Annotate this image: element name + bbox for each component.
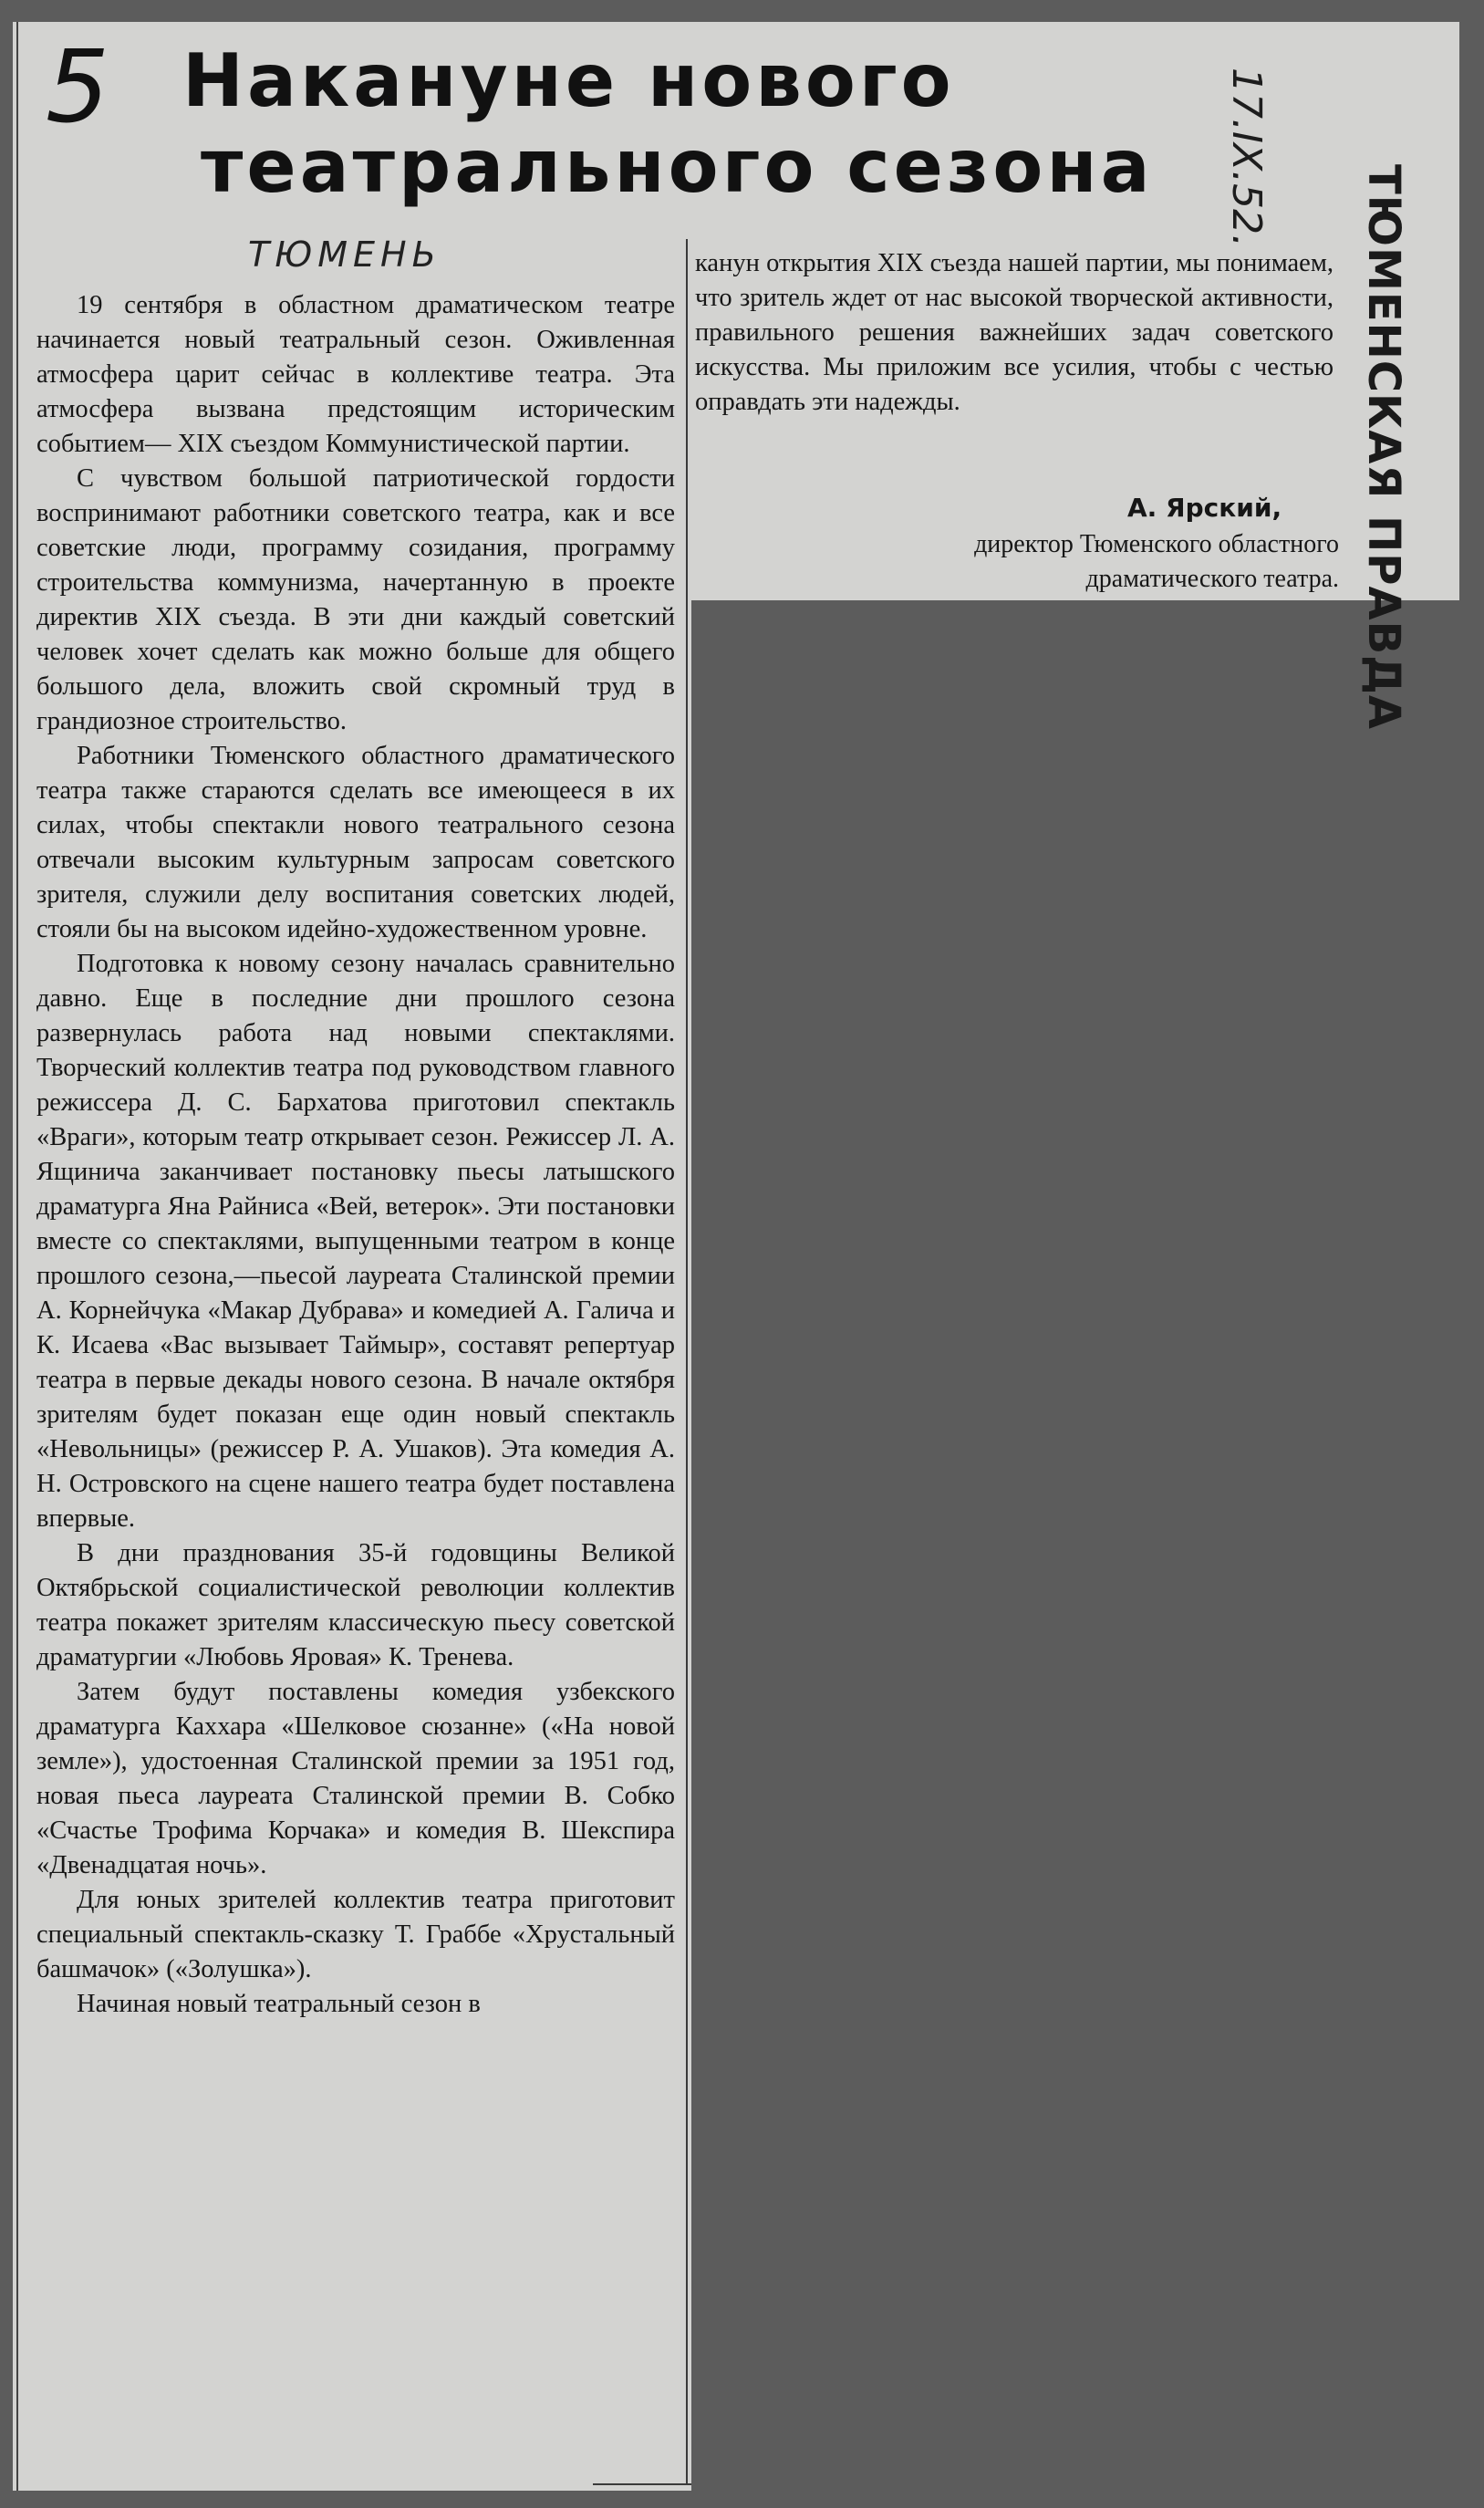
paragraph-3: Работники Тюменского областного драматического театра также стараются сделать все имеющееся в их силах, чтобы спектакли нового театрального сезона отвечали высоким культурным запросам советского зрителя, служили делу воспитания советских людей, стояли бы на высоком идейно-художественном уровне. [36, 742, 675, 943]
article-headline [182, 38, 1240, 210]
paragraph-5: В дни празднования 35-й годовщины Великой Октябрьской социалистической революции коллектив театра покажет зрителям классическую пьесу советской драматургии «Любовь Яровая» К. Тренева. [36, 1539, 675, 1671]
paragraph-4: Подготовка к новому сезону началась сравнительно давно. Еще в последние дни прошлого сезона развернулась работа над новыми спектаклями. Творческий коллектив театра под руководством главного режиссера Д. С. Бархатова приготовил спектакль «Враги», которым театр открывает сезон. Режиссер Л. А. Ящинича заканчивает постановку пьесы латышского драматурга Яна Райниса «Вей, ветерок». Эти постановки вместе со спектаклями, выпущенными театром в конце прошлого сезона,—пьесой лауреата Сталинской премии А. Корнейчука «Макар Дубрава» и комедией А. Галича и К. Исаева «Вас вызывает Таймыр», составят репертуар театра в первые декады нового сезона. В начале октября зрителям будет показан еще один новый спектакль «Невольницы» (режиссер Р. А. Ушаков). Эта комедия А. Н. Островского на сцене нашего театра будет поставлена впервые. [36, 950, 675, 1533]
headline-line-2: театрального сезона [201, 124, 1154, 209]
paragraph-2: С чувством большой патриотической гордости воспринимают работники советского театра, как и все советские люди, программу созидания, программу строительства коммунизма, начертанную в проекте директив XIX съезда. В эти дни каждый советский человек хочет сделать как можно больше для общего большого дела, вложить свой скромный труд в грандиозное строительство. [36, 464, 675, 735]
handwritten-date: 17.IX.52. [1223, 68, 1270, 248]
column-rule [686, 239, 688, 2483]
article-side-column [695, 246, 1334, 420]
author-signature: А. Ярский, [1127, 493, 1282, 523]
bottom-rule [593, 2483, 691, 2485]
paragraph-1: 19 сентября в областном драматическом театре начинается новый театральный сезон. Оживленная атмосфера царит сейчас в коллективе театра. Эта атмосфера вызвана предстоящим историческим событием— XIX съездом Коммунистической партии. [36, 291, 675, 458]
paragraph-7: Для юных зрителей коллектив театра приготовит специальный спектакль-сказку Т. Граббе «Хрустальный башмачок» («Золушка»). [36, 1886, 675, 1983]
article-dateline: ТЮМЕНЬ [248, 234, 441, 275]
paragraph-8: Начиная новый театральный сезон в [77, 1990, 481, 2018]
handwritten-page-number: 5 [46, 28, 109, 145]
paragraph-6: Затем будут поставлены комедия узбекского драматурга Каххара «Шелковое сюзанне» («На новой земле»), удостоенная Сталинской премии за 1951 год, новая пьеса лауреата Сталинской премии В. Собко «Счастье Трофима Корчака» и комедия В. Шекспира «Двенадцатая ночь». [36, 1678, 675, 1879]
headline-line-1: Накануне нового [182, 38, 955, 123]
article-main-column [36, 288, 675, 2022]
clipping-edge [16, 22, 18, 2491]
side-paragraph: канун открытия XIX съезда нашей партии, мы понимаем, что зритель ждет от нас высокой творческой активности, правильного решения важнейших задач советского искусства. Мы приложим все усилия, чтобы с честью оправдать эти надежды. [695, 249, 1334, 416]
author-title: директор Тюменского областного драматического театра. [974, 530, 1339, 593]
newspaper-masthead: ТЮМЕНСКАЯ ПРАВДА [1358, 164, 1409, 731]
